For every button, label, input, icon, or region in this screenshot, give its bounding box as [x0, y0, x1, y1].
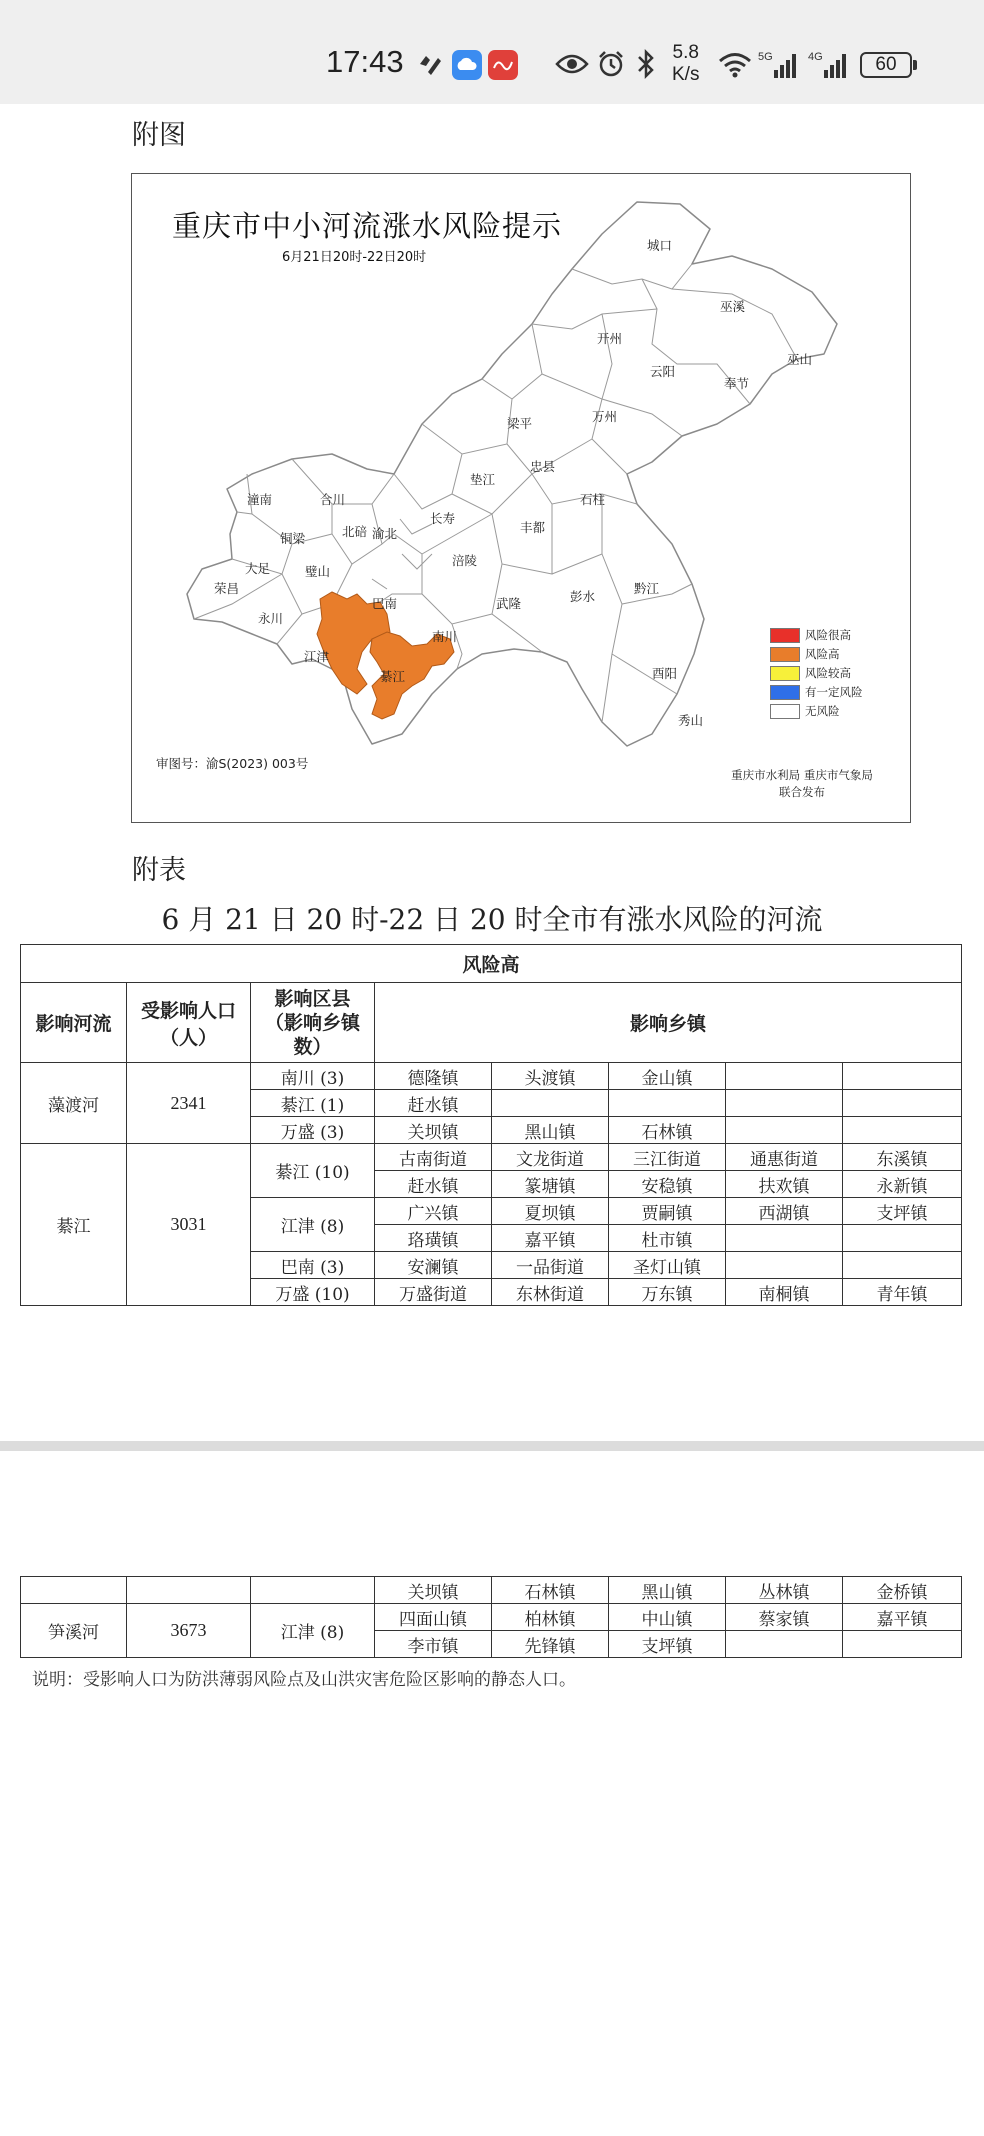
district-column-header: 影响区县 （影响乡镇 数）	[251, 983, 375, 1063]
map-publisher: 重庆市水利局 重庆市气象局 联合发布	[731, 768, 873, 799]
wifi-icon	[718, 52, 752, 78]
table-row	[21, 1577, 962, 1604]
region-label: 江津	[304, 649, 330, 664]
district-cell: 綦江 (10)	[251, 1144, 375, 1198]
map-approval-number: 审图号：渝S(2023) 003号	[156, 756, 309, 771]
population-cell: 3673	[127, 1604, 251, 1658]
town-cell: 李市镇	[375, 1631, 492, 1658]
town-cell	[726, 1117, 843, 1144]
town-cell: 古南街道	[375, 1144, 492, 1171]
town-cell: 青年镇	[843, 1279, 962, 1306]
town-cell: 扶欢镇	[726, 1171, 843, 1198]
town-cell	[726, 1090, 843, 1117]
town-cell: 贾嗣镇	[609, 1198, 726, 1225]
page-divider	[0, 1441, 984, 1451]
population-cell: 2341	[127, 1063, 251, 1144]
region-label: 武隆	[496, 596, 522, 611]
cell-signal-5g-icon	[758, 48, 804, 80]
town-cell: 杜市镇	[609, 1225, 726, 1252]
river-name-cell	[21, 1577, 127, 1604]
status-time: 17:43	[326, 44, 404, 79]
map-outline	[187, 202, 837, 746]
region-label: 渝北	[372, 526, 398, 541]
region-label: 大足	[245, 561, 271, 576]
town-cell: 圣灯山镇	[609, 1252, 726, 1279]
table-title: 6 月 21 日 20 时-22 日 20 时全市有涨水风险的河流	[161, 903, 823, 936]
town-cell: 嘉平镇	[843, 1604, 962, 1631]
town-cell	[843, 1252, 962, 1279]
town-cell: 关坝镇	[375, 1117, 492, 1144]
region-label: 垫江	[470, 472, 496, 487]
legend-label: 风险高	[805, 647, 840, 661]
river-column-header: 影响河流	[21, 983, 127, 1063]
town-cell: 柏林镇	[492, 1604, 609, 1631]
svg-text:5G: 5G	[758, 51, 773, 63]
region-label: 城口	[647, 238, 673, 253]
towns-column-header: 影响乡镇	[375, 983, 962, 1063]
region-label: 忠县	[530, 459, 556, 474]
legend-label: 风险较高	[805, 666, 851, 680]
population-column-header: 受影响人口 （人）	[127, 983, 251, 1063]
region-label: 黔江	[634, 581, 660, 596]
district-cell	[251, 1577, 375, 1604]
battery-indicator: 60	[860, 52, 912, 78]
region-label: 石柱	[580, 492, 606, 507]
table-row	[21, 1604, 962, 1631]
legend-swatch	[770, 647, 800, 662]
town-cell: 中山镇	[609, 1604, 726, 1631]
app-notification-icon	[416, 50, 444, 78]
risk-map	[131, 173, 911, 823]
district-cell: 綦江 (1)	[251, 1090, 375, 1117]
table-note: 说明：受影响人口为防洪薄弱风险点及山洪灾害危险区影响的静态人口。	[32, 1670, 576, 1690]
risk-rivers-table	[20, 944, 962, 1306]
legend-swatch	[770, 685, 800, 700]
town-cell: 黑山镇	[492, 1117, 609, 1144]
river-name-cell: 藻渡河	[21, 1063, 127, 1144]
town-cell	[843, 1631, 962, 1658]
town-cell: 金桥镇	[843, 1577, 962, 1604]
town-cell	[726, 1225, 843, 1252]
town-cell: 嘉平镇	[492, 1225, 609, 1252]
district-cell: 巴南 (3)	[251, 1252, 375, 1279]
red-app-icon	[488, 50, 518, 80]
map-subtitle: 6月21日20时-22日20时	[282, 250, 427, 265]
region-label: 璧山	[305, 564, 331, 579]
cell-signal-4g-icon	[808, 48, 854, 80]
town-cell: 支坪镇	[609, 1631, 726, 1658]
map-title: 重庆市中小河流涨水风险提示	[172, 209, 563, 243]
alarm-icon	[597, 50, 625, 78]
town-cell: 永新镇	[843, 1171, 962, 1198]
legend-label: 风险很高	[805, 628, 851, 642]
risk-rivers-table-continued	[20, 1576, 962, 1658]
region-label: 涪陵	[452, 553, 478, 568]
town-cell: 金山镇	[609, 1063, 726, 1090]
region-label: 秀山	[678, 713, 704, 728]
town-cell: 东林街道	[492, 1279, 609, 1306]
region-label: 梁平	[507, 416, 533, 431]
risk-level-header: 风险高	[21, 945, 962, 983]
region-label: 彭水	[570, 589, 596, 604]
town-cell: 珞璜镇	[375, 1225, 492, 1252]
region-label: 酉阳	[652, 666, 678, 681]
region-label: 永川	[258, 611, 284, 626]
town-cell	[609, 1090, 726, 1117]
town-cell: 赶水镇	[375, 1171, 492, 1198]
town-cell: 四面山镇	[375, 1604, 492, 1631]
town-cell: 关坝镇	[375, 1577, 492, 1604]
district-cell: 江津 (8)	[251, 1198, 375, 1252]
region-label: 潼南	[247, 492, 273, 507]
town-cell: 三江街道	[609, 1144, 726, 1171]
cloud-app-icon	[452, 50, 482, 80]
river-name-cell: 綦江	[21, 1144, 127, 1306]
table-label: 附表	[132, 855, 186, 886]
region-label: 合川	[320, 492, 346, 507]
region-label: 北碚	[342, 524, 368, 539]
svg-text:4G: 4G	[808, 51, 823, 63]
table-row	[21, 1063, 962, 1090]
town-cell: 先锋镇	[492, 1631, 609, 1658]
town-cell: 石林镇	[609, 1117, 726, 1144]
region-label: 奉节	[724, 376, 750, 391]
legend-swatch	[770, 628, 800, 643]
river-name-cell: 笋溪河	[21, 1604, 127, 1658]
town-cell: 蔡家镇	[726, 1604, 843, 1631]
town-cell: 夏坝镇	[492, 1198, 609, 1225]
region-label: 丰都	[520, 520, 546, 535]
town-cell: 安澜镇	[375, 1252, 492, 1279]
table-row	[21, 1144, 962, 1171]
town-cell: 丛林镇	[726, 1577, 843, 1604]
town-cell	[492, 1090, 609, 1117]
district-cell: 万盛 (10)	[251, 1279, 375, 1306]
town-cell: 赶水镇	[375, 1090, 492, 1117]
district-cell: 南川 (3)	[251, 1063, 375, 1090]
district-cell: 万盛 (3)	[251, 1117, 375, 1144]
figure-label: 附图	[132, 120, 186, 151]
region-label: 南川	[432, 629, 458, 644]
town-cell: 支坪镇	[843, 1198, 962, 1225]
region-label: 綦江	[380, 669, 406, 684]
town-cell	[726, 1252, 843, 1279]
region-label: 铜梁	[280, 531, 306, 546]
town-cell: 文龙街道	[492, 1144, 609, 1171]
region-label: 云阳	[650, 364, 676, 379]
town-cell: 黑山镇	[609, 1577, 726, 1604]
region-label: 巫溪	[720, 299, 746, 314]
town-cell: 万东镇	[609, 1279, 726, 1306]
status-bar	[0, 0, 984, 104]
town-cell: 安稳镇	[609, 1171, 726, 1198]
population-cell	[127, 1577, 251, 1604]
legend-label: 有一定风险	[805, 685, 863, 699]
town-cell: 篆塘镇	[492, 1171, 609, 1198]
town-cell	[726, 1063, 843, 1090]
network-speed: 5.8 K/s	[672, 42, 700, 85]
town-cell: 石林镇	[492, 1577, 609, 1604]
legend-swatch	[770, 666, 800, 681]
town-cell: 一品街道	[492, 1252, 609, 1279]
town-cell	[726, 1631, 843, 1658]
town-cell: 广兴镇	[375, 1198, 492, 1225]
town-cell: 南桐镇	[726, 1279, 843, 1306]
town-cell: 西湖镇	[726, 1198, 843, 1225]
town-cell	[843, 1117, 962, 1144]
bluetooth-icon	[636, 48, 656, 80]
population-cell: 3031	[127, 1144, 251, 1306]
region-label: 开州	[597, 331, 623, 346]
legend-label: 无风险	[805, 704, 840, 718]
region-label: 巫山	[787, 352, 813, 367]
town-cell	[843, 1063, 962, 1090]
town-cell: 通惠街道	[726, 1144, 843, 1171]
district-cell: 江津 (8)	[251, 1604, 375, 1658]
town-cell: 万盛街道	[375, 1279, 492, 1306]
eye-icon	[555, 52, 589, 76]
region-label: 万州	[592, 409, 618, 424]
town-cell: 东溪镇	[843, 1144, 962, 1171]
town-cell: 德隆镇	[375, 1063, 492, 1090]
town-cell	[843, 1225, 962, 1252]
region-label: 巴南	[372, 596, 398, 611]
legend-swatch	[770, 704, 800, 719]
region-label: 长寿	[430, 511, 456, 526]
region-label: 荣昌	[214, 581, 240, 596]
town-cell	[843, 1090, 962, 1117]
town-cell: 头渡镇	[492, 1063, 609, 1090]
